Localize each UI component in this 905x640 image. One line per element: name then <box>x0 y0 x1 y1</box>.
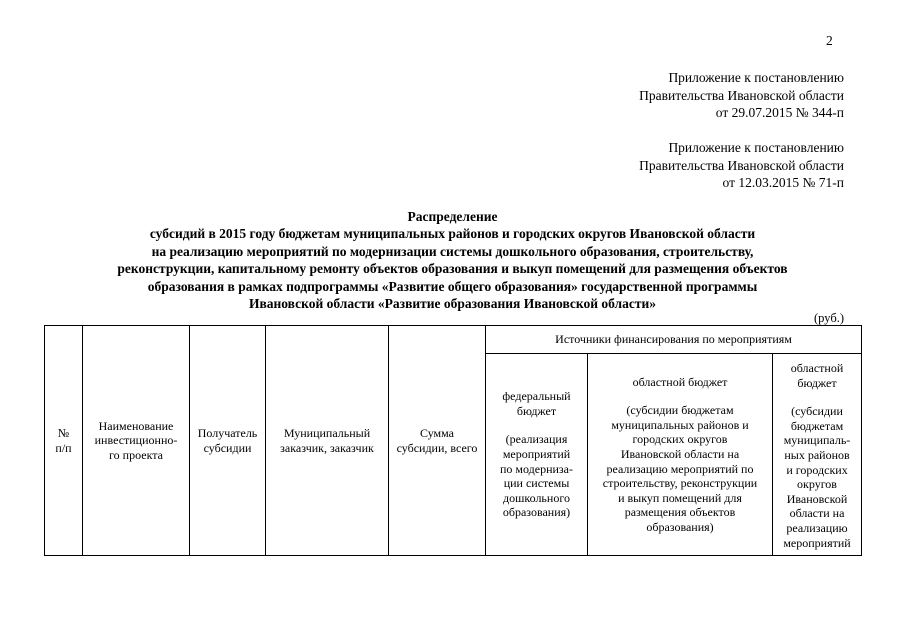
header-text-line: Получатель <box>197 425 258 440</box>
header-text-line: (субсидии <box>791 404 843 419</box>
header-cell-project-name <box>83 326 190 556</box>
title-line: Ивановской области «Развитие образования Ивановской области» <box>248 296 657 312</box>
header-text-line: № <box>57 425 70 440</box>
appendix-line: Правительства Ивановской области <box>639 157 844 173</box>
header-text-line: п/п <box>55 440 72 455</box>
appendix-line: Приложение к постановлению <box>668 140 844 155</box>
header-text-line: ции системы <box>503 476 570 491</box>
header-text-line: бюджетам <box>790 418 844 433</box>
header-text-line: (реализация <box>505 432 568 447</box>
document-title <box>40 208 865 312</box>
header-cell-customer <box>266 326 389 556</box>
header-text-line: размещения объектов <box>624 505 736 520</box>
header-text-line: мероприятий <box>783 535 851 550</box>
header-text-line: (субсидии бюджетам <box>626 403 734 418</box>
appendix-line: от 29.07.2015 № 344-п <box>715 105 844 120</box>
header-text-line: округов <box>797 477 837 492</box>
header-text-line: и выкуп помещений для <box>618 490 742 505</box>
header-cell-total-sum <box>389 326 486 556</box>
header-text-line: строительству, реконструкции <box>602 476 758 491</box>
header-cell-number <box>45 326 83 556</box>
header-cell-recipient <box>190 326 266 556</box>
title-line: субсидий в 2015 году бюджетам муниципальных районов и городских округов Ивановской области <box>149 226 756 242</box>
header-text-line: образования) <box>646 519 714 534</box>
header-text-line: дошкольного <box>503 490 570 505</box>
regional-budget-title: областной бюджет <box>632 374 728 389</box>
header-cell-federal-budget <box>486 354 588 556</box>
header-text-line: федеральный <box>502 389 571 404</box>
header-text-line: муниципальных районов и <box>611 417 749 432</box>
header-text-line: инвестиционно- <box>94 433 178 448</box>
title-line: Распределение <box>407 209 498 224</box>
header-text-line: субсидии, всего <box>396 440 478 455</box>
appendix-line: Приложение к постановлению <box>668 70 844 85</box>
currency-note: (руб.) <box>814 311 844 325</box>
header-text-line: реализацию мероприятий по <box>606 461 754 476</box>
header-text-line: образования) <box>502 505 571 520</box>
header-text-line: Муниципальный <box>283 425 371 440</box>
header-text-line: по модерниза- <box>499 461 573 476</box>
header-text-line: заказчик, заказчик <box>280 440 374 455</box>
header-text-line: Ивановской области на <box>620 446 740 461</box>
subsidy-table <box>44 325 862 556</box>
page-number: 2 <box>826 33 833 48</box>
title-line: образования в рамках подпрограммы «Развитие общего образования» государственной программы <box>147 278 758 294</box>
header-text-line: и городских <box>786 462 848 477</box>
header-cell-funding-sources: Источники финансирования по мероприятиям <box>486 326 862 354</box>
header-text-line: мероприятий <box>502 446 571 461</box>
title-line: реконструкции, капитальному ремонту объектов образования и выкуп помещений для размещения объектов <box>117 261 788 277</box>
header-text-line: областной <box>790 361 844 375</box>
header-cell-regional-budget-2 <box>773 354 862 556</box>
header-text-line: Сумма <box>420 425 454 440</box>
header-text-line: бюджет <box>516 403 557 418</box>
header-text-line: ных районов <box>784 447 850 462</box>
header-text-line: муниципаль- <box>783 433 851 448</box>
header-cell-regional-budget <box>588 354 773 556</box>
header-text-line: городских округов <box>632 432 728 447</box>
appendix-line: Правительства Ивановской области <box>639 87 844 103</box>
appendix-note-1 <box>639 69 844 122</box>
appendix-line: от 12.03.2015 № 71-п <box>722 175 844 190</box>
header-text-line: Ивановской <box>786 491 848 506</box>
header-text-line: субсидии <box>203 440 252 455</box>
title-line: на реализацию мероприятий по модернизации системы дошкольного образования, строительству, <box>151 243 754 259</box>
appendix-note-2 <box>639 139 844 192</box>
header-text-line: го проекта <box>109 447 163 462</box>
header-text-line: реализацию <box>786 520 848 535</box>
header-text-line: области на <box>789 506 845 521</box>
header-text-line: Наименование <box>98 418 174 433</box>
header-text-line: бюджет <box>797 375 837 390</box>
